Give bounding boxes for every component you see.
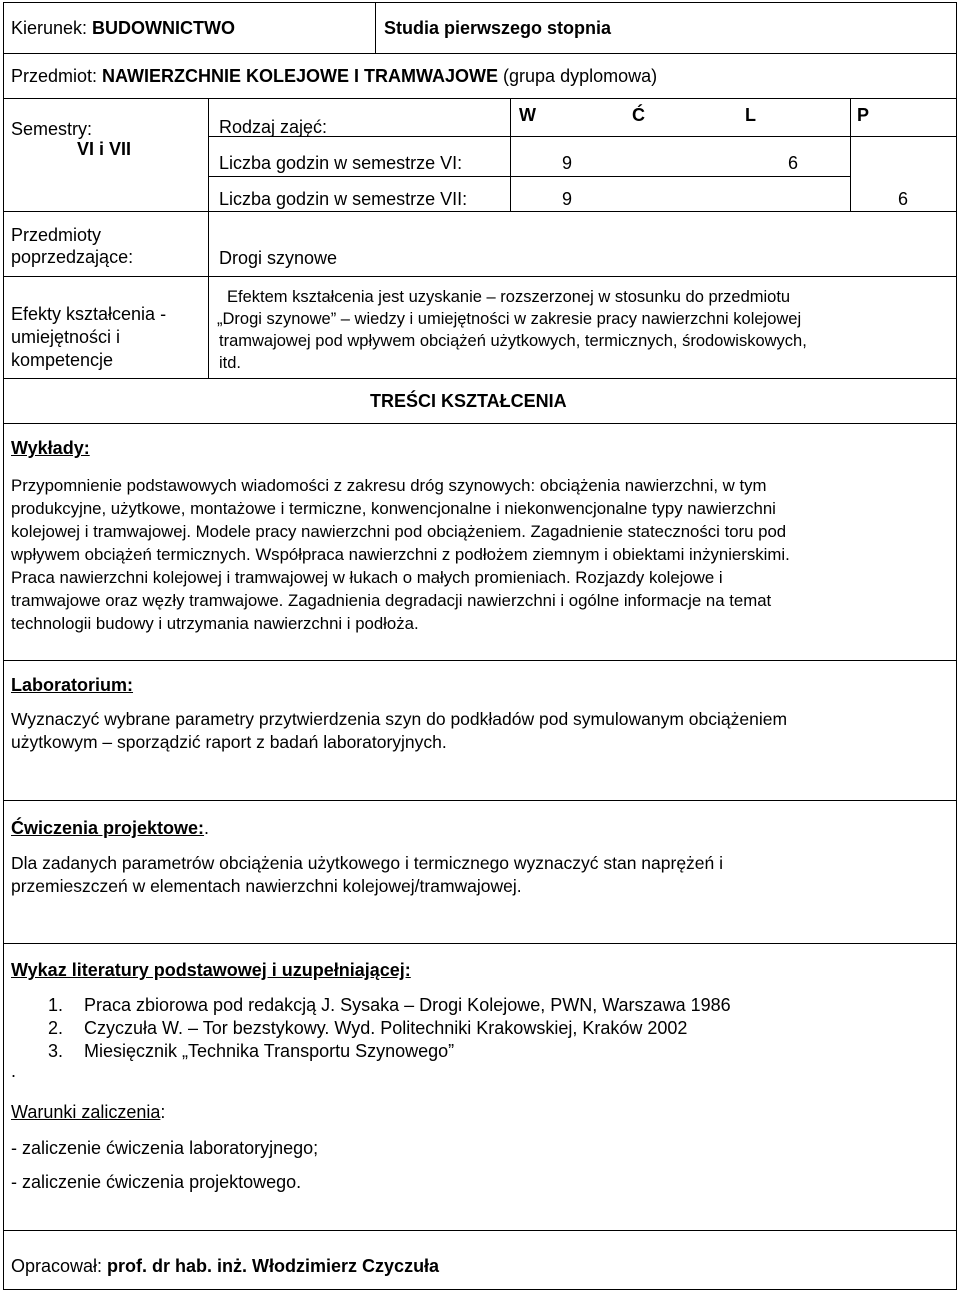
- studia-level: Studia pierwszego stopnia: [384, 18, 612, 38]
- efekty-label-line3: kompetencje: [11, 350, 114, 370]
- prereq-label-line2: poprzedzające:: [11, 247, 134, 267]
- wyklady-line: tramwajowe oraz węzły tramwajowe. Zagadnienia degradacji nawierzchni i ogólne informacje na temat: [11, 591, 772, 610]
- przedmiot-label: Przedmiot:: [11, 66, 103, 86]
- opracowal-field: [11, 1255, 439, 1277]
- sem7-hours-w: 9: [562, 189, 573, 209]
- przedmiot-field: [11, 65, 657, 87]
- literatura-item-num: 2.: [48, 1018, 64, 1038]
- kierunek-label: Kierunek:: [11, 18, 93, 38]
- efekty-text-line4: itd.: [219, 354, 242, 372]
- literatura-item-text: Czyczuła W. – Tor bezstykowy. Wyd. Politechniki Krakowskiej, Kraków 2002: [84, 1018, 688, 1038]
- wyklady-line: wpływem obciążeń termicznych. Współpraca nawierzchni z podłożem ziemnym i obiektami inżynierskimi.: [11, 545, 790, 564]
- wyklady-heading: Wykłady:: [11, 438, 90, 458]
- literatura-item-num: 1.: [48, 995, 64, 1015]
- efekty-label-line2: umiejętności i: [11, 327, 121, 347]
- prereq-value: Drogi szynowe: [219, 248, 338, 268]
- col-header-c: Ć: [632, 105, 645, 125]
- cwiczenia-heading-wrap: [11, 817, 209, 839]
- warunki-heading: Warunki zaliczenia: [11, 1102, 161, 1122]
- kierunek-field: [11, 17, 235, 39]
- efekty-text-line3: tramwajowej pod wpływem obciążeń użytkowych, termicznych, środowiskowych,: [219, 332, 807, 350]
- literatura-list: [48, 994, 731, 1063]
- literatura-heading: Wykaz literatury podstawowej i uzupełniającej:: [11, 960, 411, 980]
- literatura-item-text: Miesięcznik „Technika Transportu Szynowego”: [84, 1041, 455, 1061]
- sem7-hours-label: Liczba godzin w semestrze VII:: [219, 189, 468, 209]
- przedmiot-name: NAWIERZCHNIE KOLEJOWE I TRAMWAJOWE: [102, 66, 499, 86]
- literatura-item: [48, 1017, 731, 1040]
- rodzaj-zajec-label: Rodzaj zajęć:: [219, 117, 328, 137]
- cwiczenia-heading: Ćwiczenia projektowe:: [11, 818, 205, 838]
- laboratorium-body: [11, 708, 951, 754]
- cwiczenia-line: Dla zadanych parametrów obciążenia użytkowego i termicznego wyznaczyć stan naprężeń i: [11, 853, 724, 873]
- literatura-item: [48, 1040, 731, 1063]
- warunki-item: - zaliczenie ćwiczenia projektowego.: [11, 1172, 302, 1192]
- opracowal-label: Opracował:: [11, 1256, 108, 1276]
- sem6-hours-label: Liczba godzin w semestrze VI:: [219, 153, 463, 173]
- sem6-hours-l: 6: [788, 153, 799, 173]
- col-header-p: P: [857, 105, 870, 125]
- literatura-item: [48, 994, 731, 1017]
- efekty-text-line2: „Drogi szynowe” – wiedzy i umiejętności w zakresie pracy nawierzchni kolejowej: [217, 310, 802, 328]
- col-header-w: W: [519, 105, 536, 125]
- semestry-value: VI i VII: [77, 139, 132, 159]
- col-header-l: L: [745, 105, 756, 125]
- kierunek-value: BUDOWNICTWO: [92, 18, 236, 38]
- opracowal-name: prof. dr hab. inż. Włodzimierz Czyczuła: [107, 1256, 440, 1276]
- przedmiot-suffix: (grupa dyplomowa): [498, 66, 658, 86]
- laboratorium-heading: Laboratorium:: [11, 675, 134, 695]
- warunki-item: - zaliczenie ćwiczenia laboratoryjnego;: [11, 1138, 319, 1158]
- laboratorium-line: Wyznaczyć wybrane parametry przytwierdzenia szyn do podkładów pod symulowanym obciążeniem: [11, 709, 788, 729]
- wyklady-line: produkcyjne, użytkowe, montażowe i termiczne, konwencjonalne i niekonwencjonalne typy nawierzchni: [11, 499, 776, 518]
- sem7-hours-p: 6: [898, 189, 909, 209]
- laboratorium-line: użytkowym – sporządzić raport z badań laboratoryjnych.: [11, 732, 447, 752]
- warunki-heading-wrap: [11, 1101, 165, 1123]
- efekty-label-line1: Efekty kształcenia -: [11, 304, 167, 324]
- cwiczenia-heading-suffix: .: [204, 818, 210, 838]
- wyklady-line: technologii budowy i utrzymania nawierzchni i podłoża.: [11, 614, 419, 633]
- efekty-text-line1: Efektem kształcenia jest uzyskanie – rozszerzonej w stosunku do przedmiotu: [227, 288, 791, 306]
- tresci-title: TREŚCI KSZTAŁCENIA: [370, 391, 567, 411]
- wyklady-line: Praca nawierzchni kolejowej i tramwajowej w łukach o małych promieniach. Rozjazdy kolejowe i: [11, 568, 723, 587]
- literatura-item-num: 3.: [48, 1041, 64, 1061]
- wyklady-body: [11, 474, 951, 635]
- semestry-label: Semestry:: [11, 119, 93, 139]
- sem6-hours-w: 9: [562, 153, 573, 173]
- prereq-label-line1: Przedmioty: [11, 225, 102, 245]
- cwiczenia-line: przemieszczeń w elementach nawierzchni kolejowej/tramwajowej.: [11, 876, 522, 896]
- wyklady-line: kolejowej i tramwajowej. Modele pracy nawierzchni pod obciążeniem. Zagadnienie stateczności toru pod: [11, 522, 787, 541]
- cwiczenia-body: [11, 852, 951, 898]
- literatura-item-text: Praca zbiorowa pod redakcją J. Sysaka – Drogi Kolejowe, PWN, Warszawa 1986: [84, 995, 731, 1015]
- literatura-dot: .: [11, 1061, 17, 1081]
- wyklady-line: Przypomnienie podstawowych wiadomości z zakresu dróg szynowych: obciążenia nawierzchni, w tym: [11, 476, 767, 495]
- warunki-heading-suffix: :: [160, 1102, 166, 1122]
